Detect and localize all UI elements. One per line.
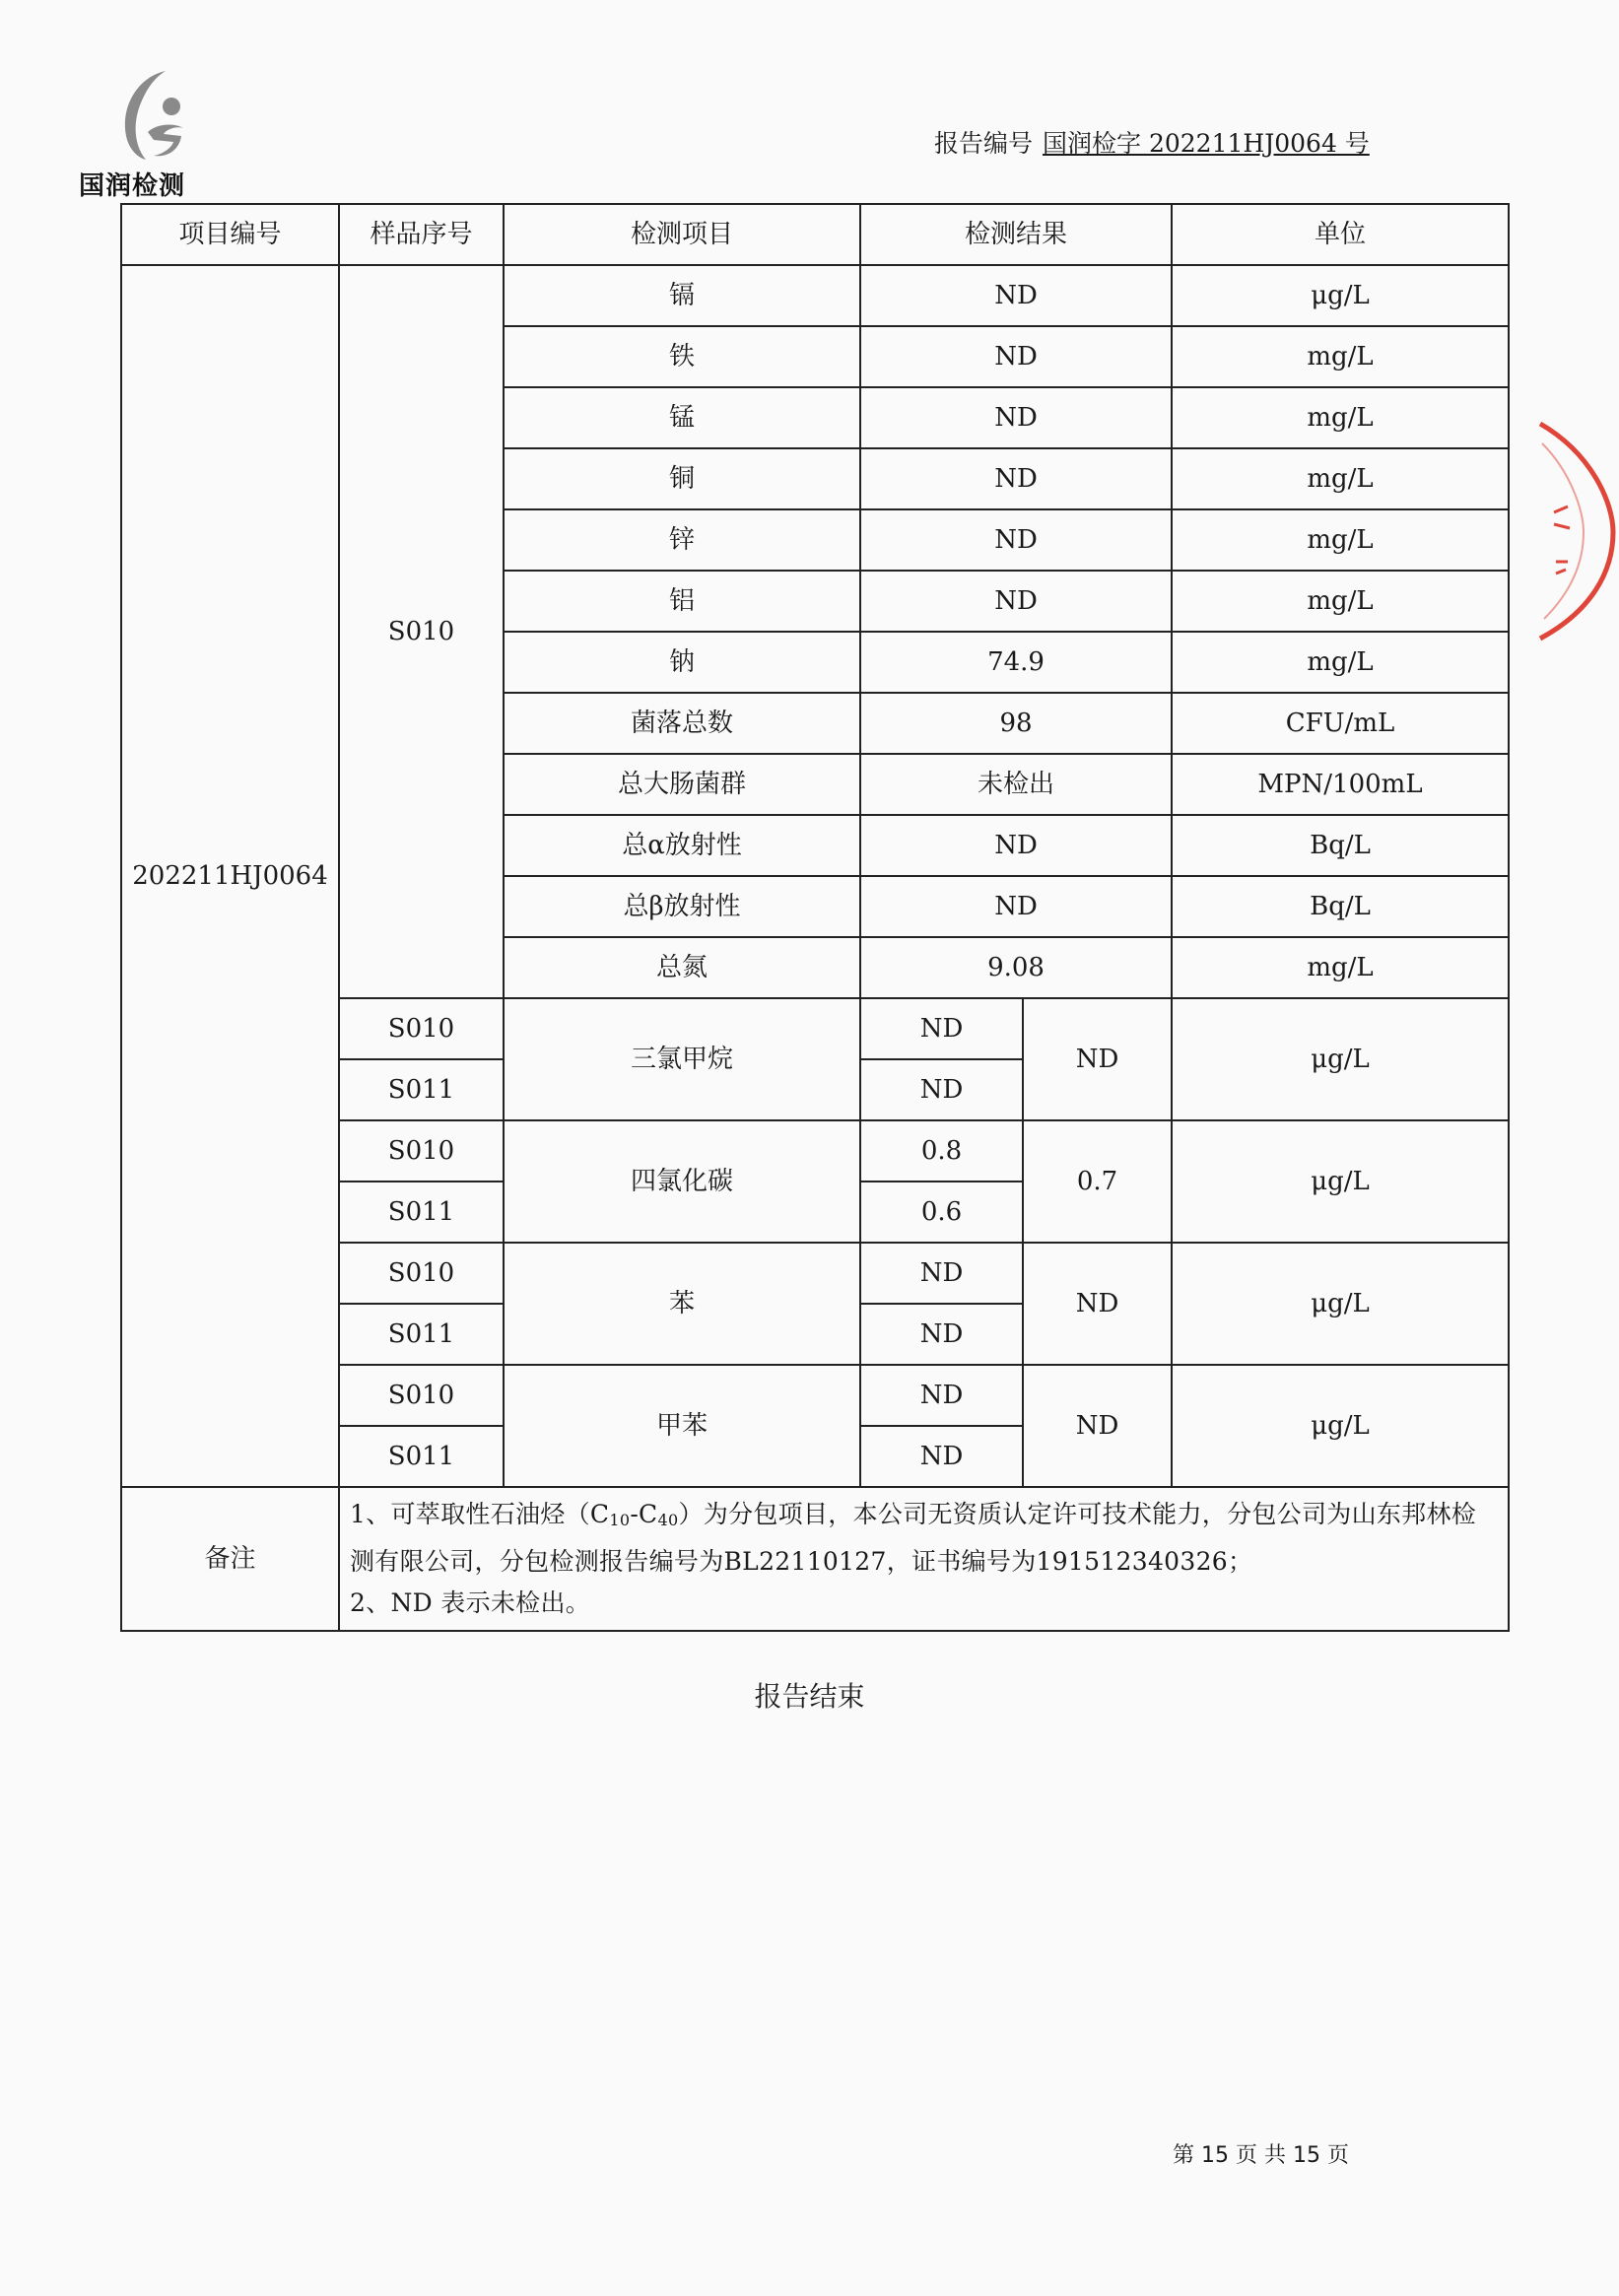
result-cell: ND <box>860 326 1172 387</box>
item-cell: 四氯化碳 <box>504 1120 860 1243</box>
result-cell: ND <box>860 448 1172 509</box>
report-number <box>934 124 1370 160</box>
average-result-cell: 0.7 <box>1023 1120 1172 1243</box>
result-cell: 0.6 <box>860 1182 1023 1243</box>
header-sample-no: 样品序号 <box>339 204 504 265</box>
report-end-text: 报告结束 <box>754 1680 865 1713</box>
result-cell: ND <box>860 876 1172 937</box>
note-text-part: -C <box>630 1500 658 1528</box>
result-cell: ND <box>860 1365 1023 1426</box>
result-cell: ND <box>860 509 1172 571</box>
sample-no-cell: S011 <box>339 1182 504 1243</box>
note-text-part: ）为分包项目，本公司无资质认定许可技术能力，分包公司为山东邦林检测有限公司，分包检测报告编号为BL22110127，证书编号为191512340326； <box>350 1500 1477 1576</box>
item-cell: 铜 <box>504 448 860 509</box>
unit-cell: CFU/mL <box>1172 693 1509 754</box>
sample-no-cell: S011 <box>339 1059 504 1120</box>
unit-cell: μg/L <box>1172 998 1509 1120</box>
unit-cell: mg/L <box>1172 326 1509 387</box>
report-number-label: 报告编号 <box>934 129 1034 158</box>
item-cell: 菌落总数 <box>504 693 860 754</box>
sample-no-cell: S011 <box>339 1426 504 1487</box>
result-cell: ND <box>860 1243 1023 1304</box>
result-cell: 98 <box>860 693 1172 754</box>
unit-cell: μg/L <box>1172 265 1509 326</box>
item-cell: 总氮 <box>504 937 860 998</box>
result-cell: ND <box>860 1059 1023 1120</box>
result-cell: ND <box>860 265 1172 326</box>
unit-cell: mg/L <box>1172 509 1509 571</box>
item-cell: 三氯甲烷 <box>504 998 860 1120</box>
project-no-cell: 202211HJ0064 <box>121 265 339 1487</box>
result-cell: ND <box>860 815 1172 876</box>
note-text-part: 1、可萃取性石油烃（C <box>350 1500 610 1528</box>
unit-cell: μg/L <box>1172 1120 1509 1243</box>
table-row <box>121 265 1509 326</box>
result-cell: 0.8 <box>860 1120 1023 1182</box>
item-cell: 锰 <box>504 387 860 448</box>
result-cell: ND <box>860 571 1172 632</box>
result-cell: ND <box>860 1304 1023 1365</box>
item-cell: 总大肠菌群 <box>504 754 860 815</box>
header-test-item: 检测项目 <box>504 204 860 265</box>
item-cell: 总β放射性 <box>504 876 860 937</box>
sample-no-cell: S010 <box>339 1243 504 1304</box>
average-result-cell: ND <box>1023 1243 1172 1365</box>
page-number: 第 15 页 共 15 页 <box>1173 2143 1349 2168</box>
result-cell: 未检出 <box>860 754 1172 815</box>
sample-no-cell: S011 <box>339 1304 504 1365</box>
unit-cell: mg/L <box>1172 387 1509 448</box>
item-cell: 镉 <box>504 265 860 326</box>
unit-cell: mg/L <box>1172 632 1509 693</box>
note-line-2: 2、ND 表示未检出。 <box>350 1588 591 1617</box>
header-unit: 单位 <box>1172 204 1509 265</box>
note-subscript: 10 <box>609 1511 631 1529</box>
result-cell: ND <box>860 1426 1023 1487</box>
item-cell: 铝 <box>504 571 860 632</box>
average-result-cell: ND <box>1023 998 1172 1120</box>
item-cell: 甲苯 <box>504 1365 860 1487</box>
result-cell: 74.9 <box>860 632 1172 693</box>
test-results-table <box>120 203 1510 1632</box>
result-cell: ND <box>860 387 1172 448</box>
item-cell: 铁 <box>504 326 860 387</box>
company-logo-icon <box>99 67 207 166</box>
sample-no-cell: S010 <box>339 1365 504 1426</box>
unit-cell: Bq/L <box>1172 815 1509 876</box>
unit-cell: mg/L <box>1172 448 1509 509</box>
unit-cell: μg/L <box>1172 1243 1509 1365</box>
average-result-cell: ND <box>1023 1365 1172 1487</box>
item-cell: 苯 <box>504 1243 860 1365</box>
header-test-result: 检测结果 <box>860 204 1172 265</box>
notes-label: 备注 <box>121 1487 339 1631</box>
item-cell: 总α放射性 <box>504 815 860 876</box>
unit-cell: μg/L <box>1172 1365 1509 1487</box>
unit-cell: MPN/100mL <box>1172 754 1509 815</box>
item-cell: 锌 <box>504 509 860 571</box>
company-logo <box>79 67 227 200</box>
sample-no-cell: S010 <box>339 1120 504 1182</box>
header-project-no: 项目编号 <box>121 204 339 265</box>
sample-no-cell: S010 <box>339 998 504 1059</box>
notes-row <box>121 1487 1509 1631</box>
sample-no-cell: S010 <box>339 265 504 998</box>
unit-cell: Bq/L <box>1172 876 1509 937</box>
unit-cell: mg/L <box>1172 571 1509 632</box>
result-cell: 9.08 <box>860 937 1172 998</box>
table-header-row <box>121 204 1509 265</box>
item-cell: 钠 <box>504 632 860 693</box>
notes-text <box>339 1487 1509 1631</box>
seal-stamp-icon <box>1532 414 1619 650</box>
note-subscript: 40 <box>657 1511 679 1529</box>
result-cell: ND <box>860 998 1023 1059</box>
report-number-value: 国润检字 202211HJ0064 号 <box>1043 129 1370 158</box>
unit-cell: mg/L <box>1172 937 1509 998</box>
company-name: 国润检测 <box>79 171 186 201</box>
